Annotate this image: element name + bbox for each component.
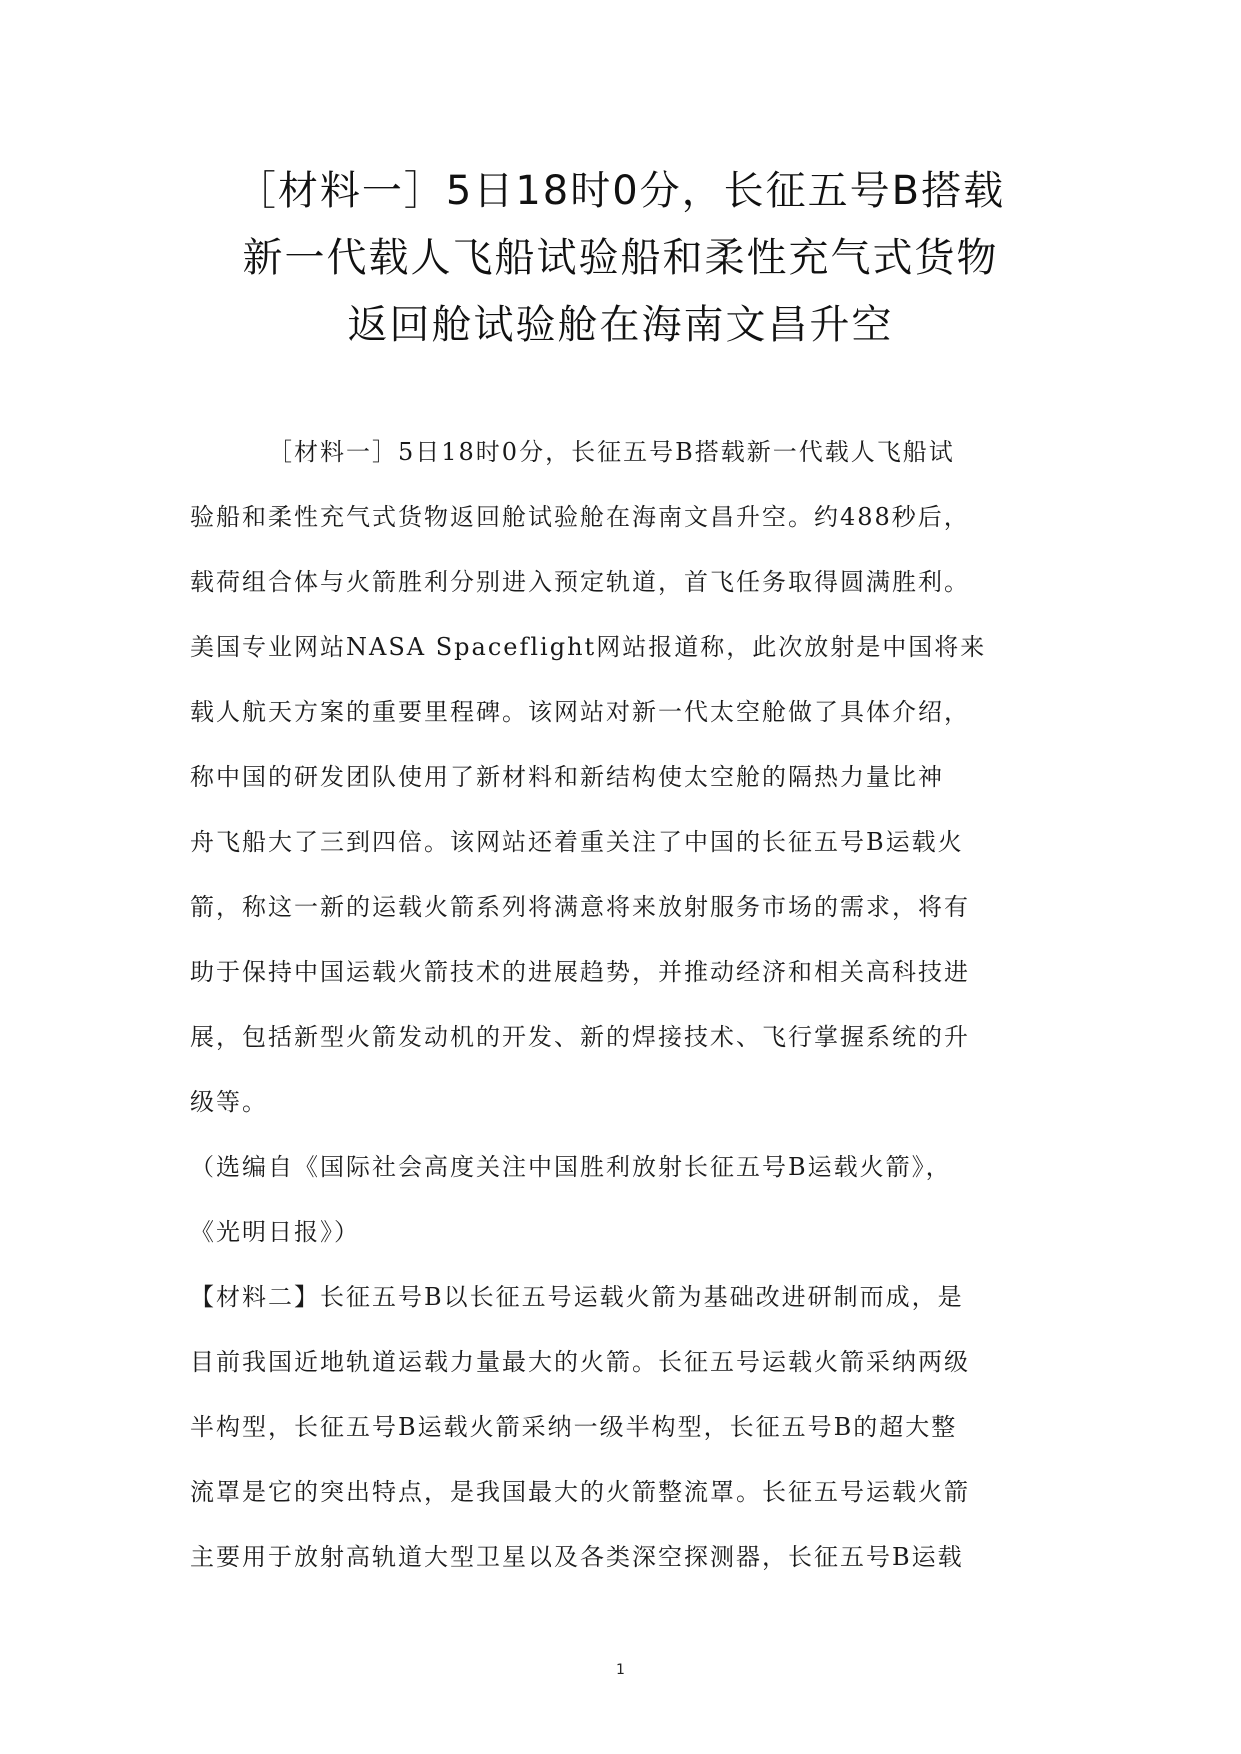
title-line: 返回舱试验舱在海南文昌升空 — [347, 302, 894, 348]
paragraph-line: 载荷组合体与火箭胜利分别进入预定轨道，首飞任务取得圆满胜利。 — [190, 568, 970, 596]
page-number: 1 — [616, 1662, 625, 1678]
source-citation-line: 《光明日报》） — [190, 1218, 360, 1246]
document-body — [190, 420, 1060, 1590]
paragraph-line: 主要用于放射高轨道大型卫星以及各类深空探测器，长征五号B运载 — [190, 1543, 964, 1571]
source-citation-line: （选编自《国际社会高度关注中国胜利放射长征五号B运载火箭》， — [190, 1153, 952, 1181]
paragraph-line: 流罩是它的突出特点，是我国最大的火箭整流罩。长征五号运载火箭 — [190, 1478, 970, 1506]
paragraph-line: 美国专业网站NASA Spaceflight网站报道称，此次放射是中国将来 — [190, 633, 987, 661]
paragraph-line: ［材料一］5日18时0分，长征五号B搭载新一代载人飞船试 — [268, 438, 955, 466]
paragraph-line: 载人航天方案的重要里程碑。该网站对新一代太空舱做了具体介绍， — [190, 698, 970, 726]
title-line: ［材料一］5日18时0分，长征五号B搭载 — [235, 168, 1006, 214]
paragraph-line: 助于保持中国运载火箭技术的进展趋势，并推动经济和相关高科技进 — [190, 958, 970, 986]
paragraph-line: 展，包括新型火箭发动机的开发、新的焊接技术、飞行掌握系统的升 — [190, 1023, 970, 1051]
title-line: 新一代载人飞船试验船和柔性充气式货物 — [242, 235, 999, 281]
paragraph-line: 箭，称这一新的运载火箭系列将满意将来放射服务市场的需求，将有 — [190, 893, 970, 921]
paragraph-line: 半构型，长征五号B运载火箭采纳一级半构型，长征五号B的超大整 — [190, 1413, 958, 1441]
document-title — [150, 158, 1091, 359]
paragraph-line: 级等。 — [190, 1088, 268, 1116]
paragraph-line: 舟飞船大了三到四倍。该网站还着重关注了中国的长征五号B运载火 — [190, 828, 964, 856]
paragraph-line: 【材料二】长征五号B以长征五号运载火箭为基础改进研制而成，是 — [190, 1283, 964, 1311]
paragraph-line: 称中国的研发团队使用了新材料和新结构使太空舱的隔热力量比神 — [190, 763, 944, 791]
paragraph-line: 验船和柔性充气式货物返回舱试验舱在海南文昌升空。约488秒后， — [190, 503, 970, 531]
paragraph-line: 目前我国近地轨道运载力量最大的火箭。长征五号运载火箭采纳两级 — [190, 1348, 970, 1376]
